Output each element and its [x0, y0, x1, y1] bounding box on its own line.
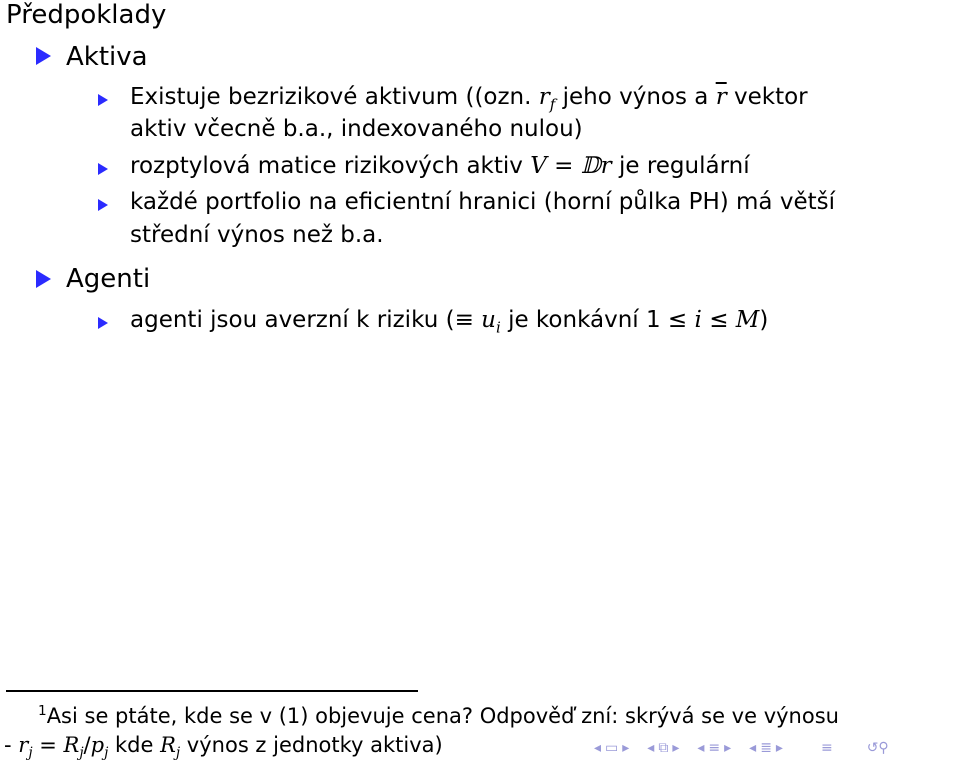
slide-title: Předpoklady: [6, 0, 167, 30]
R-sub: j: [79, 745, 84, 762]
r-sub: j: [28, 745, 33, 762]
bullet-triangle-icon: [36, 270, 51, 288]
nav-search-icon[interactable]: ↺⚲: [866, 740, 889, 756]
R-letter: R: [63, 733, 80, 757]
item-text: jeho výnos a: [555, 84, 716, 110]
u-letter: u: [481, 307, 496, 333]
nav-section-icon[interactable]: ≣: [760, 740, 772, 756]
bullet-triangle-icon: [98, 317, 108, 329]
u-symbol: [481, 307, 501, 337]
nav-section-left-icon[interactable]: ◂: [697, 740, 705, 756]
r-letter: r: [18, 733, 29, 757]
rf-r: r: [538, 84, 550, 110]
footnote-mark: 1: [38, 703, 47, 719]
footnote-text: výnos z jednotky aktiva): [180, 733, 443, 757]
footnote-text: /: [83, 733, 91, 757]
item-text: agenti jsou averzní k riziku (: [130, 307, 455, 333]
p-sub: j: [104, 745, 109, 762]
nav-slide-left-icon[interactable]: ◂: [594, 740, 602, 756]
bullet-triangle-icon: [36, 47, 51, 65]
nav-section-right-icon[interactable]: ▸: [775, 740, 783, 756]
footnote-line2: [4, 733, 443, 761]
item-text: je regulární: [611, 153, 750, 179]
footnote-text: =: [32, 733, 64, 757]
math-expression: V = 𝔻r: [530, 153, 612, 179]
item-text: vektor: [726, 84, 808, 110]
list-item-portfolio: každé portfolio na eficientní hranici (horní půlka PH) má větší: [130, 189, 835, 215]
Rj-symbol: [63, 733, 84, 762]
nav-section-right-icon[interactable]: ▸: [724, 740, 732, 756]
le-symbol: ≤: [667, 307, 688, 333]
item-text: ): [759, 307, 769, 333]
bullet-triangle-icon: [98, 163, 108, 175]
footnote-text: kde: [108, 733, 161, 757]
nav-subsection-icon[interactable]: ⧉: [658, 740, 669, 756]
footnote-text: -: [4, 733, 19, 757]
nav-subsection-left-icon[interactable]: ◂: [647, 740, 655, 756]
rf-sub: f: [549, 95, 556, 114]
list-item-portfolio-cont: střední výnos než b.a.: [130, 222, 384, 248]
list-item-riskfree: [130, 84, 808, 114]
nav-section-icon[interactable]: ≡: [708, 740, 721, 756]
section-heading-agenti: Agenti: [66, 264, 151, 294]
le-symbol: ≤: [709, 307, 729, 333]
R2-letter: R: [160, 733, 176, 757]
R2-sub: j: [175, 745, 181, 762]
equiv-symbol: ≡: [454, 307, 474, 333]
nav-subsection-right-icon[interactable]: ▸: [672, 740, 680, 756]
footnote-rule: [6, 690, 418, 692]
nav-section-left-icon[interactable]: ◂: [749, 740, 757, 756]
pj-symbol: [90, 733, 109, 762]
i-symbol: i: [694, 307, 702, 333]
item-text: rozptylová matice rizikových aktiv: [130, 153, 531, 179]
list-item-agents: [130, 307, 768, 337]
p-letter: p: [90, 733, 105, 757]
Rj2-symbol: [160, 733, 181, 762]
nav-frame-icon[interactable]: ▭: [605, 740, 619, 756]
item-text: je konkávní 1: [500, 307, 668, 333]
bullet-triangle-icon: [98, 94, 108, 106]
nav-outline-icon[interactable]: ≡: [820, 740, 833, 756]
rj-symbol: [18, 733, 33, 762]
m-symbol: M: [735, 307, 760, 333]
u-sub: i: [495, 318, 501, 337]
bullet-triangle-icon: [98, 199, 108, 211]
navigation-bar: [592, 738, 891, 758]
list-item-covariance: [130, 153, 750, 179]
rbar-symbol: $\overline{r}$: [715, 84, 727, 110]
section-heading-aktiva: Aktiva: [66, 42, 148, 72]
footnote-text: Asi se ptáte, kde se v (1) objevuje cena? Odpověď zní: skrývá se ve výnosu: [46, 704, 839, 728]
rf-symbol: [538, 84, 556, 114]
nav-slide-right-icon[interactable]: ▸: [622, 740, 630, 756]
footnote-line1: [38, 703, 839, 728]
item-text: Existuje bezrizikové aktivum ((ozn.: [130, 84, 539, 110]
list-item-riskfree-cont: aktiv včecně b.a., indexovaného nulou): [130, 116, 583, 142]
